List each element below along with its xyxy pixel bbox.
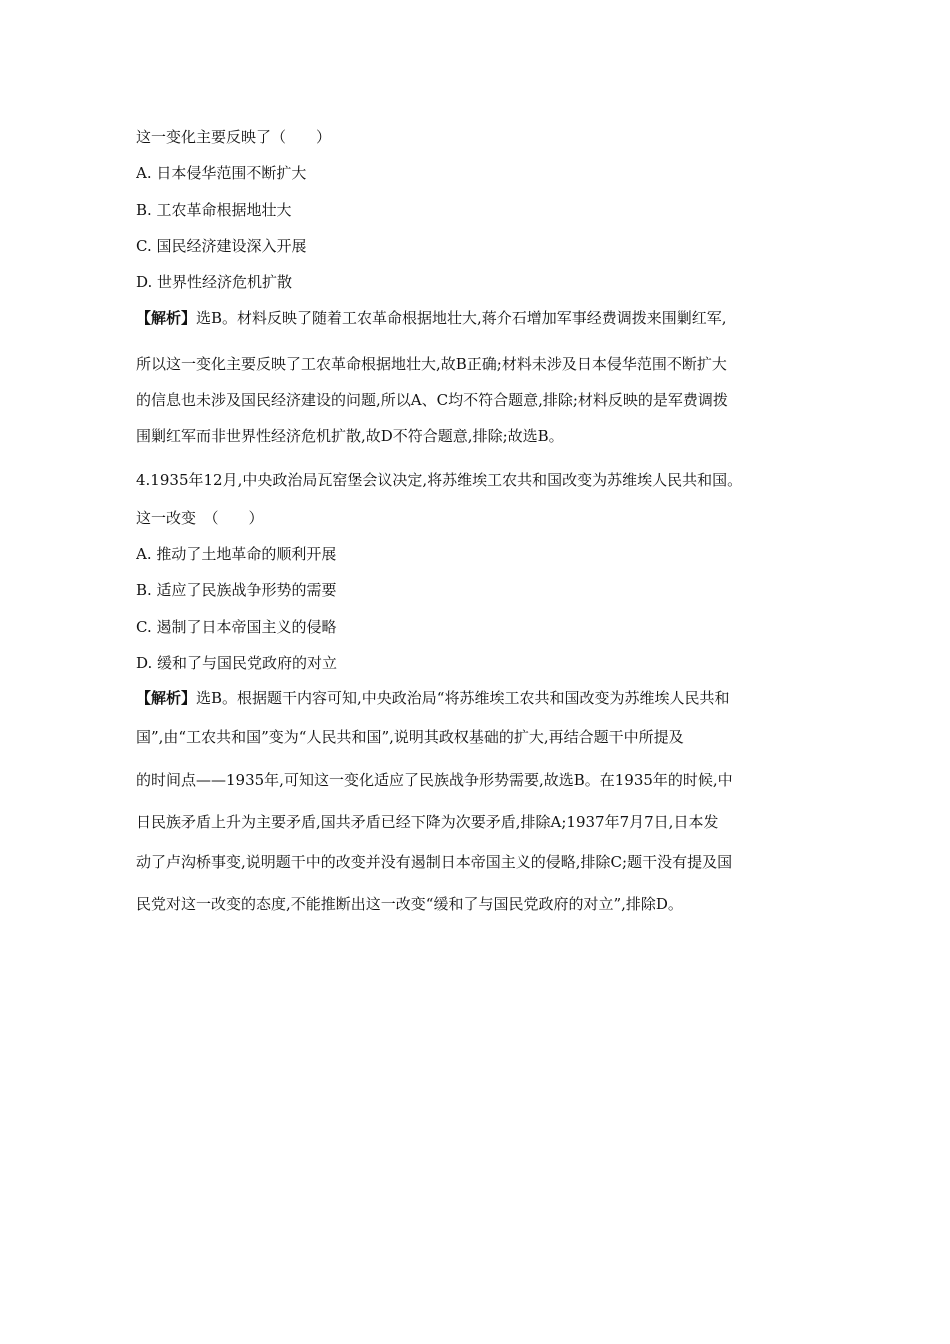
question3-option-a: A. 日本侵华范围不断扩大 <box>136 164 307 182</box>
question4-analysis-line: 日民族矛盾上升为主要矛盾,国共矛盾已经下降为次要矛盾,排除A;1937年7月7日,日本发 <box>136 813 719 831</box>
question3-option-c: C. 国民经济建设深入开展 <box>136 237 307 255</box>
question4-option-a: A. 推动了土地革命的顺利开展 <box>136 545 337 563</box>
question4-option-b: B. 适应了民族战争形势的需要 <box>136 581 337 599</box>
analysis-label: 【解析】 <box>136 309 197 327</box>
question4-stem-line2: 这一改变 （ ） <box>136 509 264 527</box>
question3-stem: 这一变化主要反映了（ ） <box>136 128 332 146</box>
analysis-text: 选B。材料反映了随着工农革命根据地壮大,蒋介石增加军事经费调拨来围剿红军, <box>196 309 727 327</box>
question3-option-b: B. 工农革命根据地壮大 <box>136 201 292 219</box>
analysis-text: 选B。根据题干内容可知,中央政治局“将苏维埃工农共和国改变为苏维埃人民共和 <box>196 689 730 707</box>
question4-option-d: D. 缓和了与国民党政府的对立 <box>136 654 338 672</box>
question4-analysis-line: 的时间点——1935年,可知这一变化适应了民族战争形势需要,故选B。在1935年的时候,中 <box>136 771 733 789</box>
question3-analysis-line: 围剿红军而非世界性经济危机扩散,故D不符合题意,排除;故选B。 <box>136 427 564 445</box>
question4-analysis-line: 国”,由“工农共和国”变为“人民共和国”,说明其政权基础的扩大,再结合题干中所提及 <box>136 728 684 746</box>
question4-option-c: C. 遏制了日本帝国主义的侵略 <box>136 618 337 636</box>
question3-analysis-line: 的信息也未涉及国民经济建设的问题,所以A、C均不符合题意,排除;材料反映的是军费调拨 <box>136 391 728 409</box>
question4-analysis-line: 民党对这一改变的态度,不能推断出这一改变“缓和了与国民党政府的对立”,排除D。 <box>136 895 683 913</box>
question4-analysis-line <box>136 688 826 708</box>
question3-analysis-line: 所以这一变化主要反映了工农革命根据地壮大,故B正确;材料未涉及日本侵华范围不断扩大 <box>136 355 727 373</box>
question3-option-d: D. 世界性经济危机扩散 <box>136 273 293 291</box>
question4-analysis-line: 动了卢沟桥事变,说明题干中的改变并没有遏制日本帝国主义的侵略,排除C;题干没有提及国 <box>136 853 733 871</box>
analysis-label: 【解析】 <box>136 689 197 707</box>
question4-stem-line1: 4.1935年12月,中央政治局瓦窑堡会议决定,将苏维埃工农共和国改变为苏维埃人民共和国。 <box>136 471 743 489</box>
question3-analysis-line <box>136 308 826 328</box>
